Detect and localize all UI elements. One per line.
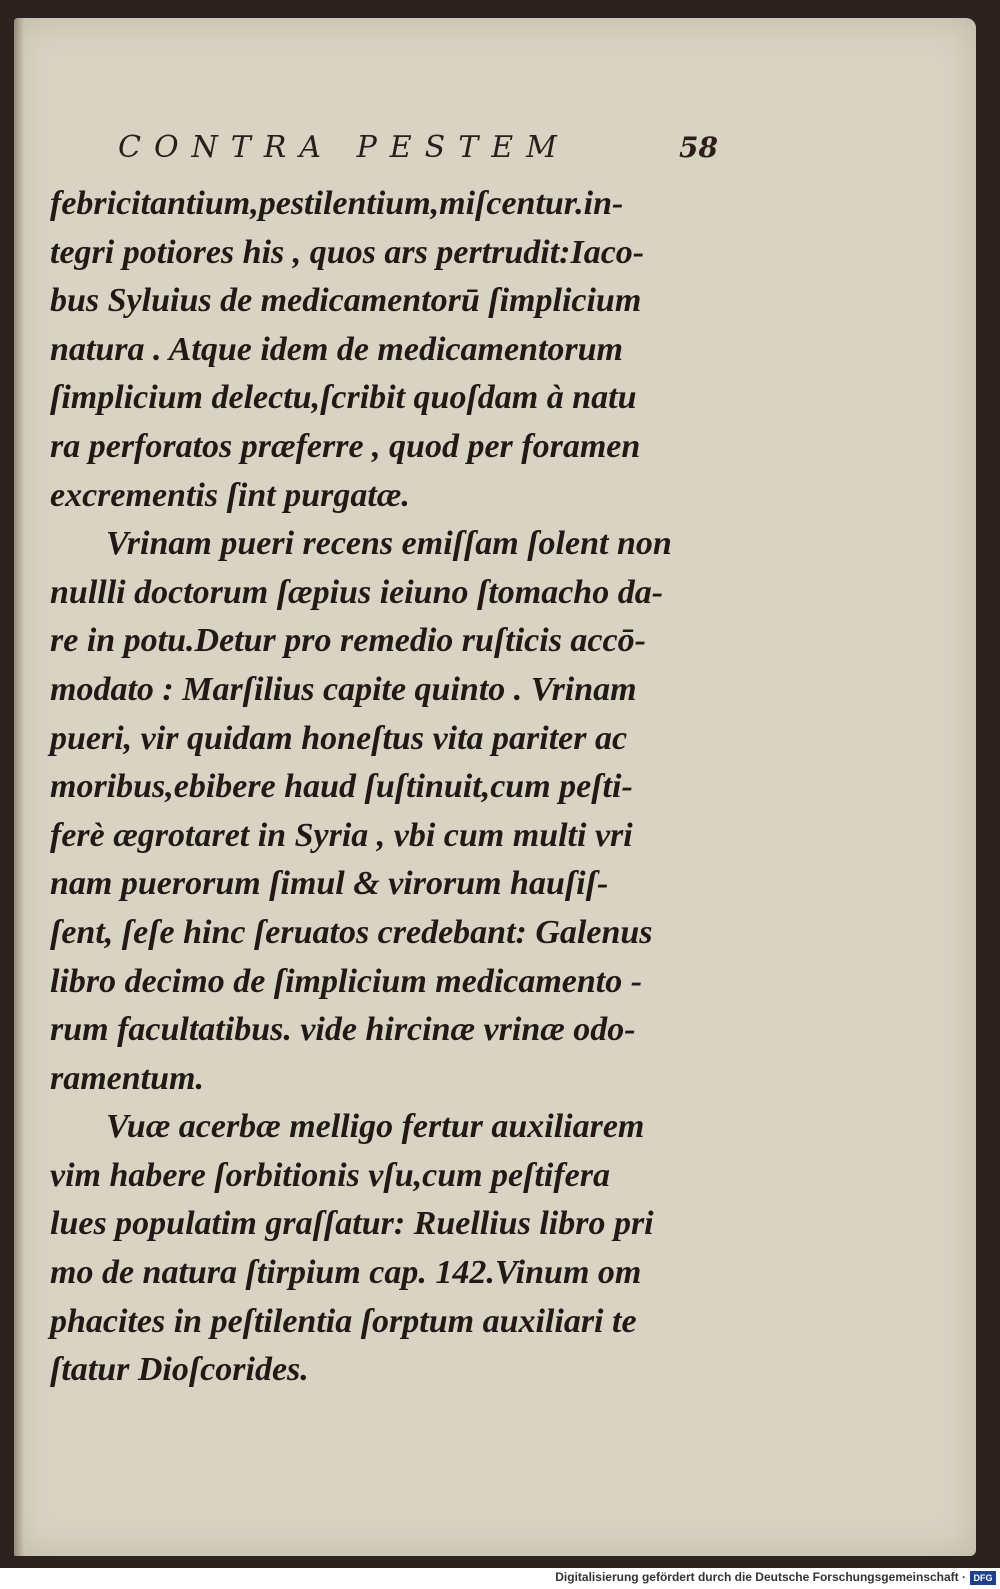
text-line: vim habere ſorbitionis vſu,cum peſtifera: [50, 1156, 611, 1194]
text-line: tegri potiores his , quos ars pertrudit:Iaco-: [50, 233, 645, 271]
text-line: libro decimo de ſimplicium medicamento -: [50, 962, 643, 1000]
text-line: mo de natura ſtirpium cap. 142.Vinum om: [50, 1254, 642, 1292]
running-head-title: CONTRA PESTEM: [118, 130, 570, 165]
text-line: nam puerorum ſimul & virorum hauſiſ-: [50, 865, 609, 903]
text-line: febricitantium,pestilentium,miſcentur.in-: [50, 185, 624, 222]
text-line: ſimplicium delectu,ſcribit quoſdam à natu: [50, 379, 637, 417]
text-line: ra perforatos præferre , quod per foramen: [50, 427, 641, 465]
text-line: natura . Atque idem de medicamentorum: [50, 330, 623, 368]
text-line: bus Syluius de medicamentorū ſimplicium: [50, 282, 642, 320]
text-line: modato : Marſilius capite quinto . Vrinam: [50, 670, 637, 708]
funding-credit: Digitalisierung gefördert durch die Deutsche Forschungsgemeinschaft ·: [555, 1570, 966, 1584]
dfg-logo-icon: DFG: [970, 1571, 996, 1585]
text-line: rum facultatibus. vide hircinæ vrinæ odo-: [50, 1011, 636, 1049]
text-line: re in potu.Detur pro remedio ruſticis accō-: [50, 622, 646, 660]
body-text: [50, 180, 730, 1395]
text-line: ferè ægrotaret in Syria , vbi cum multi vri: [50, 816, 633, 854]
running-head: [118, 124, 718, 172]
text-line: lues populatim graſſatur: Ruellius libro pri: [50, 1205, 654, 1243]
footer-bar: [0, 1568, 1000, 1589]
text-line: pueri, vir quidam honeſtus vita pariter ac: [50, 719, 628, 757]
text-line: Vuæ acerbæ melligo fertur auxiliarem: [106, 1108, 645, 1146]
text-line: ſent, ſeſe hinc ſeruatos credebant: Galenus: [50, 913, 653, 951]
text-line: Vrinam pueri recens emiſſam ſolent non: [106, 525, 672, 563]
page-number: 58: [679, 131, 718, 164]
text-line: ramentum.: [50, 1059, 204, 1097]
text-line: excrementis ſint purgatæ.: [50, 476, 410, 514]
text-line: phacites in peſtilentia ſorptum auxiliari te: [50, 1302, 637, 1340]
page-gutter-shadow: [14, 18, 24, 1556]
text-line: ſtatur Dioſcorides.: [50, 1351, 309, 1389]
text-line: nullli doctorum ſæpius ieiuno ſtomacho da-: [50, 573, 664, 611]
text-line: moribus,ebibere haud ſuſtinuit,cum peſti-: [50, 768, 633, 806]
